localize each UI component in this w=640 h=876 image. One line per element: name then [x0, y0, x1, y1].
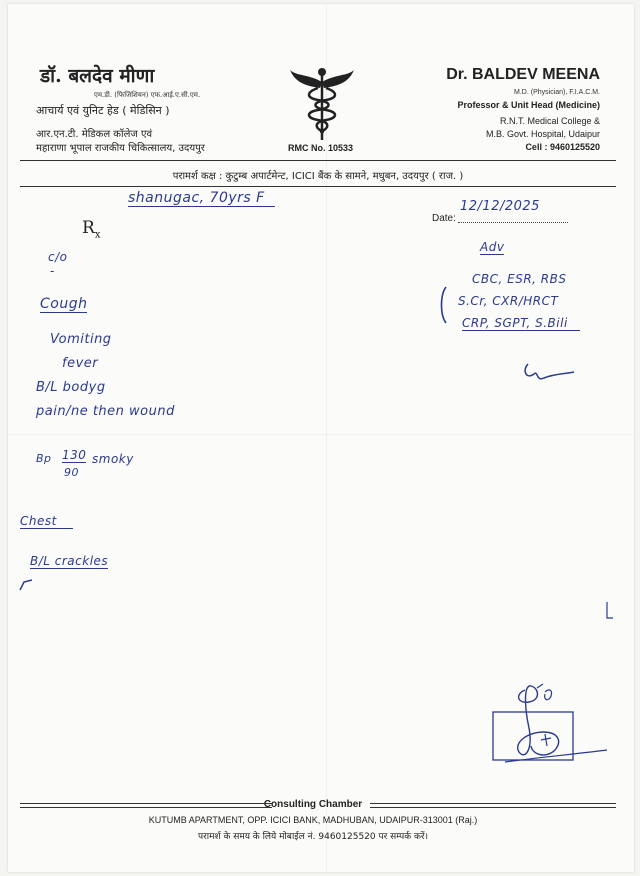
date-label: Date: [432, 213, 456, 224]
complaint-pain: pain/ne then wound [36, 404, 175, 419]
date-dotted-line [458, 222, 568, 223]
exam-chest-findings: B/L crackles [30, 554, 109, 568]
title-english: Professor & Unit Head (Medicine) [457, 100, 600, 110]
bp-label: Bp [36, 452, 52, 465]
footer-contact-hindi: परामर्श के समय के लिये मोबाईल नं. 9460125520 पर सम्पर्क करें। [198, 832, 428, 842]
degrees-hindi: एम.डी. (फिजिशियन) एफ.आई.ए.सी.एम. [94, 91, 201, 99]
complaints-heading: c/o [48, 250, 68, 264]
initial-mark [520, 360, 576, 386]
header-divider-bottom [20, 186, 616, 187]
cell-number: Cell : 9460125520 [525, 142, 600, 152]
hospital-hindi: महाराणा भूपाल राजकीय चिकित्सालय, उदयपुर [36, 143, 205, 154]
title-hindi: आचार्य एवं युनिट हेड ( मेडिसिन ) [36, 104, 170, 117]
header-divider-top [20, 160, 616, 161]
complaints-dash: - [50, 264, 55, 278]
tick-mark [18, 578, 34, 592]
rx-symbol: $R_x$ [82, 218, 101, 241]
paper-fold-horizontal [8, 434, 634, 435]
bp-diastolic: 90 [64, 466, 79, 479]
caduceus-icon [288, 66, 356, 142]
consultation-address-hindi: परामर्श कक्ष : कुटुम्ब अपार्टमेन्ट, ICICI बैंक के सामने, मधुबन, उदयपुर ( राज. ) [172, 171, 464, 182]
complaint-vomiting: Vomiting [50, 332, 112, 347]
investigation-line-2: S.Cr, CXR/HRCT [458, 294, 559, 308]
college-hindi: आर.एन.टी. मेडिकल कॉलेज एवं [36, 129, 153, 140]
footer-address: KUTUMB APARTMENT, OPP. ICICI BANK, MADHUBAN, UDAIPUR-313001 (Raj.) [148, 815, 478, 825]
bracket-mark [432, 285, 454, 325]
bp-note: smoky [92, 452, 134, 466]
complaint-cough: Cough [40, 296, 88, 312]
doctor-name-hindi: डॉ. बलदेव मीणा [40, 65, 155, 87]
college-english: R.N.T. Medical College & [499, 116, 600, 126]
rmc-number: RMC No. 10533 [288, 143, 354, 153]
degrees-english: M.D. (Physician), F.I.A.C.M. [514, 89, 600, 96]
advice-heading: Adv [480, 240, 505, 254]
investigation-line-1: CBC, ESR, RBS [472, 272, 567, 286]
margin-mark [604, 600, 614, 622]
exam-chest: Chest [20, 514, 73, 529]
complaint-fever: fever [62, 356, 99, 371]
doctor-name-english: Dr. BALDEV MEENA [446, 66, 600, 83]
doctor-signature [485, 680, 610, 770]
bp-systolic: 130 [62, 448, 87, 462]
investigation-line-3: CRP, SGPT, S.Bili [462, 316, 580, 331]
patient-name-handwritten: shanugac, 70yrs F [128, 190, 275, 207]
hospital-english: M.B. Govt. Hospital, Udaipur [485, 129, 600, 139]
footer-chamber-title: Consulting Chamber [263, 799, 363, 810]
complaint-bodyache: B/L bodyg [36, 380, 106, 395]
date-handwritten: 12/12/2025 [460, 199, 540, 214]
